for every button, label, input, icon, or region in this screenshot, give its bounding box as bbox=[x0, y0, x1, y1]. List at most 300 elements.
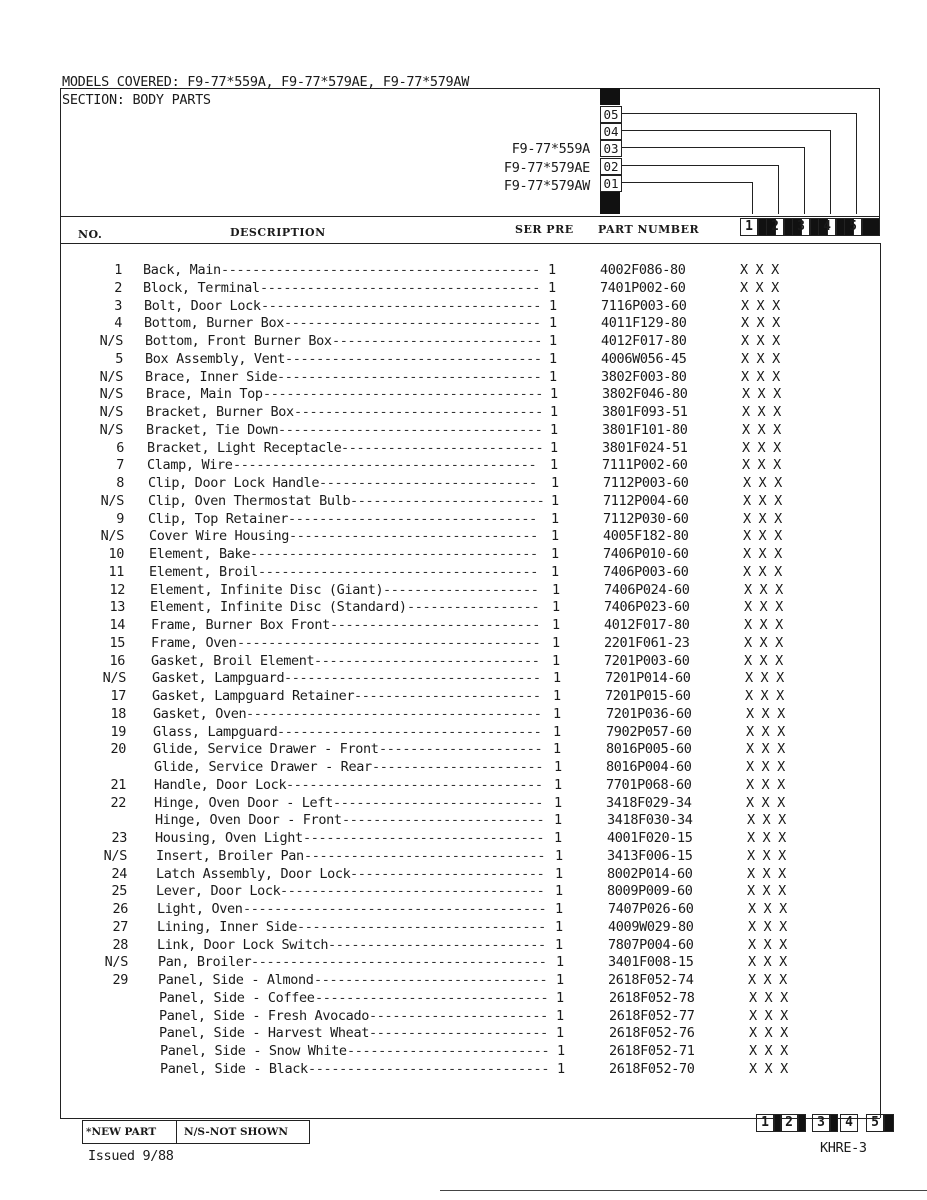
row-description: Hinge, Oven Door - Left bbox=[154, 795, 333, 811]
row-leader: ------------------------- bbox=[350, 866, 545, 882]
row-leader: --------------------------------------- bbox=[243, 901, 547, 917]
body-right-rule bbox=[880, 243, 881, 1118]
row-part-number: 7401P002-60 bbox=[600, 280, 686, 296]
col-header-part-number: PART NUMBER bbox=[598, 223, 700, 236]
row-leader: ----------------------- bbox=[369, 1025, 548, 1041]
row-description: Lining, Inner Side bbox=[157, 919, 297, 935]
row-model-marks: X X X bbox=[746, 759, 785, 775]
row-model-marks: X X X bbox=[746, 724, 785, 740]
row-description: Bottom, Burner Box bbox=[144, 315, 284, 331]
model-label-579ae: F9-77*579AE bbox=[503, 160, 590, 176]
row-quantity: 1 bbox=[554, 830, 562, 846]
row-model-marks: X X X bbox=[747, 883, 786, 899]
row-leader: --------------------------------------- bbox=[237, 635, 541, 651]
row-number: N/S bbox=[99, 386, 123, 402]
row-leader: ---------------------- bbox=[372, 759, 544, 775]
code-04: 04 bbox=[600, 123, 622, 140]
row-quantity: 1 bbox=[550, 440, 558, 456]
row-quantity: 1 bbox=[548, 262, 556, 278]
row-quantity: 1 bbox=[552, 653, 560, 669]
row-quantity: 1 bbox=[550, 404, 558, 420]
row-quantity: 1 bbox=[551, 564, 559, 580]
row-part-number: 7112P030-60 bbox=[603, 511, 689, 527]
col-model-3: 3 bbox=[792, 218, 810, 236]
row-part-number: 8002P014-60 bbox=[607, 866, 693, 882]
row-model-marks: X X X bbox=[744, 582, 783, 598]
row-leader: ---------------------------------- bbox=[278, 422, 543, 438]
row-quantity: 1 bbox=[555, 919, 563, 935]
row-model-marks: X X X bbox=[742, 457, 781, 473]
row-model-marks: X X X bbox=[741, 351, 780, 367]
footer-model-sep5 bbox=[884, 1114, 894, 1132]
row-description: Bottom, Front Burner Box bbox=[145, 333, 332, 349]
row-number: 25 bbox=[111, 883, 127, 899]
row-part-number: 7201P015-60 bbox=[605, 688, 691, 704]
row-number: 28 bbox=[112, 937, 128, 953]
row-description: Lever, Door Lock bbox=[156, 883, 281, 899]
row-model-marks: X X X bbox=[748, 901, 787, 917]
row-number: 6 bbox=[116, 440, 124, 456]
row-model-marks: X X X bbox=[741, 369, 780, 385]
row-description: Pan, Broiler bbox=[158, 954, 252, 970]
row-number: 12 bbox=[109, 582, 125, 598]
row-description: Frame, Burner Box Front bbox=[151, 617, 330, 633]
row-number: 11 bbox=[108, 564, 124, 580]
row-quantity: 1 bbox=[554, 795, 562, 811]
footer-model-1: 1 bbox=[756, 1114, 774, 1132]
row-part-number: 7902P057-60 bbox=[606, 724, 692, 740]
row-quantity: 1 bbox=[556, 1008, 564, 1024]
row-part-number: 3801F024-51 bbox=[602, 440, 688, 456]
row-number: N/S bbox=[99, 369, 123, 385]
row-leader: -------------------------------- bbox=[294, 404, 543, 420]
row-number: 5 bbox=[115, 351, 123, 367]
col-model-5: 5 bbox=[844, 218, 862, 236]
row-quantity: 1 bbox=[549, 315, 557, 331]
row-number: N/S bbox=[99, 422, 123, 438]
row-number: N/S bbox=[104, 954, 128, 970]
row-description: Bolt, Door Lock bbox=[144, 298, 261, 314]
row-leader: -------------------------------- bbox=[288, 511, 537, 527]
row-model-marks: X X X bbox=[740, 262, 779, 278]
row-leader: ------------------------ bbox=[354, 688, 541, 704]
code-black-bottom bbox=[600, 192, 620, 214]
row-number: N/S bbox=[103, 848, 127, 864]
row-model-marks: X X X bbox=[741, 315, 780, 331]
row-part-number: 7406P010-60 bbox=[603, 546, 689, 562]
page-code: KHRE-3 bbox=[820, 1140, 867, 1156]
row-number: 16 bbox=[109, 653, 125, 669]
row-quantity: 1 bbox=[556, 990, 564, 1006]
row-part-number: 2618F052-74 bbox=[608, 972, 694, 988]
row-part-number: 4011F129-80 bbox=[601, 315, 687, 331]
row-number: 10 bbox=[108, 546, 124, 562]
row-leader: ------------------------------------- bbox=[250, 546, 538, 562]
row-quantity: 1 bbox=[557, 1043, 565, 1059]
row-leader: --------------------------------- bbox=[286, 777, 543, 793]
row-number: 3 bbox=[114, 298, 122, 314]
row-model-marks: X X X bbox=[747, 812, 786, 828]
model-label-559a: F9-77*559A bbox=[511, 141, 590, 157]
row-model-marks: X X X bbox=[747, 848, 786, 864]
row-quantity: 1 bbox=[548, 280, 556, 296]
row-leader: ----------------------------------------- bbox=[221, 262, 540, 278]
row-part-number: 3418F030-34 bbox=[607, 812, 693, 828]
code-03: 03 bbox=[600, 140, 622, 157]
row-model-marks: X X X bbox=[742, 440, 781, 456]
row-quantity: 1 bbox=[552, 599, 560, 615]
row-quantity: 1 bbox=[555, 883, 563, 899]
row-part-number: 4005F182-80 bbox=[603, 528, 689, 544]
row-quantity: 1 bbox=[550, 422, 558, 438]
row-description: Light, Oven bbox=[157, 901, 243, 917]
issued-date: Issued 9/88 bbox=[88, 1148, 174, 1164]
row-description: Box Assembly, Vent bbox=[145, 351, 285, 367]
row-description: Bracket, Burner Box bbox=[146, 404, 294, 420]
bottom-scan-edge bbox=[440, 1190, 927, 1191]
row-number: 18 bbox=[110, 706, 126, 722]
row-leader: ---------------------------------- bbox=[280, 883, 545, 899]
row-model-marks: X X X bbox=[747, 866, 786, 882]
row-description: Block, Terminal bbox=[143, 280, 260, 296]
row-part-number: 3801F101-80 bbox=[602, 422, 688, 438]
row-part-number: 2201F061-23 bbox=[604, 635, 690, 651]
row-model-marks: X X X bbox=[747, 830, 786, 846]
body-left-rule bbox=[60, 243, 61, 1118]
row-description: Back, Main bbox=[143, 262, 221, 278]
header-left-rule bbox=[60, 216, 61, 244]
row-leader: ------------------------------------ bbox=[260, 280, 540, 296]
row-model-marks: X X X bbox=[746, 777, 785, 793]
row-model-marks: X X X bbox=[743, 546, 782, 562]
row-model-marks: X X X bbox=[749, 1061, 788, 1077]
row-quantity: 1 bbox=[553, 724, 561, 740]
row-part-number: 2618F052-78 bbox=[609, 990, 695, 1006]
row-number: N/S bbox=[100, 528, 124, 544]
connector-05-drop bbox=[856, 113, 857, 214]
row-quantity: 1 bbox=[554, 759, 562, 775]
row-quantity: 1 bbox=[551, 528, 559, 544]
header-top-rule bbox=[60, 216, 880, 217]
row-leader: ------------------------------ bbox=[314, 972, 548, 988]
row-leader: --------------------------------------- bbox=[233, 457, 537, 473]
row-description: Panel, Side - Harvest Wheat bbox=[159, 1025, 369, 1041]
connector-02 bbox=[622, 165, 778, 166]
footer-model-sep2 bbox=[798, 1114, 806, 1132]
footer-model-4: 4 bbox=[840, 1114, 858, 1132]
row-part-number: 3802F003-80 bbox=[601, 369, 687, 385]
row-number: 27 bbox=[112, 919, 128, 935]
row-model-marks: X X X bbox=[743, 564, 782, 580]
row-model-marks: X X X bbox=[741, 298, 780, 314]
row-part-number: 7111P002-60 bbox=[602, 457, 688, 473]
connector-01 bbox=[622, 182, 752, 183]
row-model-marks: X X X bbox=[749, 1008, 788, 1024]
row-model-marks: X X X bbox=[745, 688, 784, 704]
row-quantity: 1 bbox=[553, 706, 561, 722]
col-header-description: DESCRIPTION bbox=[230, 226, 326, 239]
row-description: Latch Assembly, Door Lock bbox=[156, 866, 351, 882]
row-leader: -------------------------------------- bbox=[246, 706, 542, 722]
row-leader: -------------------------- bbox=[347, 1043, 550, 1059]
row-leader: --------------------------- bbox=[333, 795, 543, 811]
row-leader: ----------------------------- bbox=[314, 653, 540, 669]
row-part-number: 7112P003-60 bbox=[603, 475, 689, 491]
row-model-marks: X X X bbox=[748, 937, 787, 953]
code-black-top bbox=[600, 88, 620, 105]
row-quantity: 1 bbox=[554, 812, 562, 828]
row-quantity: 1 bbox=[550, 386, 558, 402]
row-description: Hinge, Oven Door - Front bbox=[155, 812, 342, 828]
models-covered: MODELS COVERED: F9-77*559A, F9-77*579AE, F9-77*579AW bbox=[62, 74, 470, 90]
row-quantity: 1 bbox=[552, 635, 560, 651]
row-part-number: 3418F029-34 bbox=[606, 795, 692, 811]
row-quantity: 1 bbox=[549, 298, 557, 314]
row-leader: ------------------------------- bbox=[308, 1061, 550, 1077]
row-part-number: 4001F020-15 bbox=[607, 830, 693, 846]
row-leader: ------------------------------ bbox=[315, 990, 549, 1006]
row-part-number: 3413F006-15 bbox=[607, 848, 693, 864]
row-quantity: 1 bbox=[554, 777, 562, 793]
row-description: Panel, Side - Almond bbox=[158, 972, 314, 988]
row-description: Frame, Oven bbox=[151, 635, 237, 651]
legend-not-shown: N/S-NOT SHOWN bbox=[184, 1126, 289, 1138]
row-model-marks: X X X bbox=[749, 1043, 788, 1059]
connector-04-drop bbox=[830, 130, 831, 214]
row-model-marks: X X X bbox=[741, 333, 780, 349]
row-part-number: 7406P023-60 bbox=[604, 599, 690, 615]
row-quantity: 1 bbox=[555, 901, 563, 917]
row-quantity: 1 bbox=[555, 866, 563, 882]
connector-01-drop bbox=[752, 182, 753, 214]
row-model-marks: X X X bbox=[740, 280, 779, 296]
row-description: Clamp, Wire bbox=[147, 457, 233, 473]
row-leader: ----------------------- bbox=[369, 1008, 548, 1024]
row-leader: -------------------- bbox=[383, 582, 539, 598]
row-quantity: 1 bbox=[551, 511, 559, 527]
row-model-marks: X X X bbox=[744, 617, 783, 633]
row-description: Housing, Oven Light bbox=[155, 830, 303, 846]
row-quantity: 1 bbox=[553, 688, 561, 704]
row-leader: ------------------------------------ bbox=[258, 564, 538, 580]
row-part-number: 3401F008-15 bbox=[608, 954, 694, 970]
row-part-number: 4002F086-80 bbox=[600, 262, 686, 278]
col-header-no: NO. bbox=[78, 228, 103, 241]
row-description: Clip, Door Lock Handle bbox=[148, 475, 320, 491]
row-description: Gasket, Broil Element bbox=[151, 653, 315, 669]
row-model-marks: X X X bbox=[748, 972, 787, 988]
row-part-number: 3802F046-80 bbox=[602, 386, 688, 402]
row-part-number: 7807P004-60 bbox=[608, 937, 694, 953]
row-leader: --------------------------------- bbox=[284, 315, 541, 331]
row-description: Panel, Side - Black bbox=[160, 1061, 308, 1077]
row-number: 22 bbox=[110, 795, 126, 811]
row-description: Panel, Side - Coffee bbox=[159, 990, 315, 1006]
row-part-number: 4006W056-45 bbox=[601, 351, 687, 367]
model-label-579aw: F9-77*579AW bbox=[503, 178, 590, 194]
col-model-2: 2 bbox=[766, 218, 784, 236]
row-leader: ---------------------------------- bbox=[277, 724, 542, 740]
row-number: 23 bbox=[111, 830, 127, 846]
row-number: 8 bbox=[116, 475, 124, 491]
row-quantity: 1 bbox=[551, 475, 559, 491]
row-quantity: 1 bbox=[557, 1061, 565, 1077]
row-description: Element, Infinite Disc (Standard) bbox=[150, 599, 407, 615]
row-leader: --------------------- bbox=[379, 741, 543, 757]
row-number: N/S bbox=[99, 404, 123, 420]
col-model-sep5 bbox=[862, 218, 880, 236]
row-model-marks: X X X bbox=[742, 404, 781, 420]
row-part-number: 7201P036-60 bbox=[606, 706, 692, 722]
code-05: 05 bbox=[600, 106, 622, 123]
row-leader: -------------------------- bbox=[341, 440, 544, 456]
row-description: Gasket, Oven bbox=[153, 706, 247, 722]
footer-model-5: 5 bbox=[866, 1114, 884, 1132]
row-description: Bracket, Light Receptacle bbox=[147, 440, 342, 456]
row-part-number: 2618F052-71 bbox=[609, 1043, 695, 1059]
row-description: Glide, Service Drawer - Rear bbox=[154, 759, 372, 775]
row-part-number: 7112P004-60 bbox=[603, 493, 689, 509]
row-leader: -------------------------- bbox=[342, 812, 545, 828]
row-leader: -------------------------------- bbox=[289, 528, 538, 544]
row-quantity: 1 bbox=[555, 848, 563, 864]
row-number: 13 bbox=[109, 599, 125, 615]
col-header-ser-pre: SER PRE bbox=[515, 223, 574, 236]
row-number: 1 bbox=[114, 262, 122, 278]
row-model-marks: X X X bbox=[742, 386, 781, 402]
footer-model-2: 2 bbox=[780, 1114, 798, 1132]
connector-04 bbox=[622, 130, 830, 131]
row-model-marks: X X X bbox=[743, 493, 782, 509]
row-leader: ----------------- bbox=[407, 599, 540, 615]
row-number: 7 bbox=[116, 457, 124, 473]
row-part-number: 2618F052-70 bbox=[609, 1061, 695, 1077]
row-part-number: 4012F017-80 bbox=[604, 617, 690, 633]
row-model-marks: X X X bbox=[745, 670, 784, 686]
row-part-number: 2618F052-77 bbox=[609, 1008, 695, 1024]
connector-02-drop bbox=[778, 165, 779, 214]
row-quantity: 1 bbox=[549, 351, 557, 367]
row-quantity: 1 bbox=[549, 369, 557, 385]
row-leader: --------------------------- bbox=[332, 333, 542, 349]
row-leader: -------------------------------- bbox=[297, 919, 546, 935]
row-model-marks: X X X bbox=[743, 475, 782, 491]
row-part-number: 8016P005-60 bbox=[606, 741, 692, 757]
row-model-marks: X X X bbox=[746, 795, 785, 811]
row-part-number: 8009P009-60 bbox=[607, 883, 693, 899]
row-leader: ------------------------- bbox=[350, 493, 545, 509]
row-number: 14 bbox=[109, 617, 125, 633]
row-number: 24 bbox=[111, 866, 127, 882]
row-part-number: 3801F093-51 bbox=[602, 404, 688, 420]
header-bottom-rule bbox=[60, 243, 880, 244]
row-number: 17 bbox=[110, 688, 126, 704]
row-description: Gasket, Lampguard bbox=[152, 670, 285, 686]
row-model-marks: X X X bbox=[749, 1025, 788, 1041]
row-number: 15 bbox=[109, 635, 125, 651]
row-model-marks: X X X bbox=[749, 990, 788, 1006]
row-number: 29 bbox=[112, 972, 128, 988]
row-part-number: 7201P014-60 bbox=[605, 670, 691, 686]
row-part-number: 7406P003-60 bbox=[603, 564, 689, 580]
row-description: Element, Bake bbox=[149, 546, 251, 562]
row-number: 4 bbox=[114, 315, 122, 331]
row-part-number: 4009W029-80 bbox=[608, 919, 694, 935]
row-model-marks: X X X bbox=[748, 919, 787, 935]
row-quantity: 1 bbox=[555, 937, 563, 953]
row-description: Brace, Main Top bbox=[146, 386, 263, 402]
row-model-marks: X X X bbox=[746, 706, 785, 722]
row-description: Glass, Lampguard bbox=[153, 724, 278, 740]
row-part-number: 7201P003-60 bbox=[604, 653, 690, 669]
row-leader: ------------------------------------ bbox=[263, 386, 543, 402]
row-leader: ------------------------------- bbox=[304, 848, 546, 864]
row-description: Link, Door Lock Switch bbox=[157, 937, 329, 953]
connector-03-drop bbox=[804, 147, 805, 214]
row-model-marks: X X X bbox=[748, 954, 787, 970]
row-quantity: 1 bbox=[553, 741, 561, 757]
row-leader: -------------------------------------- bbox=[251, 954, 547, 970]
row-number: 19 bbox=[110, 724, 126, 740]
row-model-marks: X X X bbox=[744, 653, 783, 669]
row-leader: --------------------------------- bbox=[284, 670, 541, 686]
row-leader: ------------------------------------ bbox=[261, 298, 541, 314]
code-01: 01 bbox=[600, 175, 622, 192]
row-number: N/S bbox=[99, 333, 123, 349]
row-model-marks: X X X bbox=[744, 635, 783, 651]
row-quantity: 1 bbox=[551, 493, 559, 509]
row-quantity: 1 bbox=[552, 582, 560, 598]
col-model-1: 1 bbox=[740, 218, 758, 236]
row-description: Cover Wire Housing bbox=[149, 528, 289, 544]
row-description: Panel, Side - Fresh Avocado bbox=[159, 1008, 369, 1024]
row-quantity: 1 bbox=[552, 617, 560, 633]
legend-new-part: *NEW PART bbox=[86, 1126, 157, 1138]
row-part-number: 8016P004-60 bbox=[606, 759, 692, 775]
row-description: Glide, Service Drawer - Front bbox=[153, 741, 379, 757]
row-number: 20 bbox=[110, 741, 126, 757]
row-number: 2 bbox=[114, 280, 122, 296]
row-description: Insert, Broiler Pan bbox=[156, 848, 304, 864]
row-description: Clip, Oven Thermostat Bulb bbox=[148, 493, 351, 509]
row-model-marks: X X X bbox=[743, 511, 782, 527]
col-model-4: 4 bbox=[818, 218, 836, 236]
row-leader: ------------------------------- bbox=[303, 830, 545, 846]
row-model-marks: X X X bbox=[746, 741, 785, 757]
row-number: N/S bbox=[100, 493, 124, 509]
row-quantity: 1 bbox=[551, 546, 559, 562]
row-quantity: 1 bbox=[556, 972, 564, 988]
row-description: Element, Broil bbox=[149, 564, 258, 580]
connector-03 bbox=[622, 147, 804, 148]
row-leader: --------------------------------- bbox=[285, 351, 542, 367]
code-02: 02 bbox=[600, 158, 622, 175]
footer-legend-divider bbox=[176, 1120, 177, 1144]
row-model-marks: X X X bbox=[744, 599, 783, 615]
row-description: Bracket, Tie Down bbox=[146, 422, 279, 438]
row-description: Panel, Side - Snow White bbox=[160, 1043, 347, 1059]
row-number: 9 bbox=[116, 511, 124, 527]
row-part-number: 7116P003-60 bbox=[601, 298, 687, 314]
row-description: Element, Infinite Disc (Giant) bbox=[150, 582, 384, 598]
row-quantity: 1 bbox=[550, 457, 558, 473]
row-part-number: 7701P068-60 bbox=[606, 777, 692, 793]
row-quantity: 1 bbox=[549, 333, 557, 349]
section-title: SECTION: BODY PARTS bbox=[62, 92, 211, 108]
row-part-number: 7407P026-60 bbox=[608, 901, 694, 917]
row-model-marks: X X X bbox=[742, 422, 781, 438]
row-part-number: 7406P024-60 bbox=[604, 582, 690, 598]
